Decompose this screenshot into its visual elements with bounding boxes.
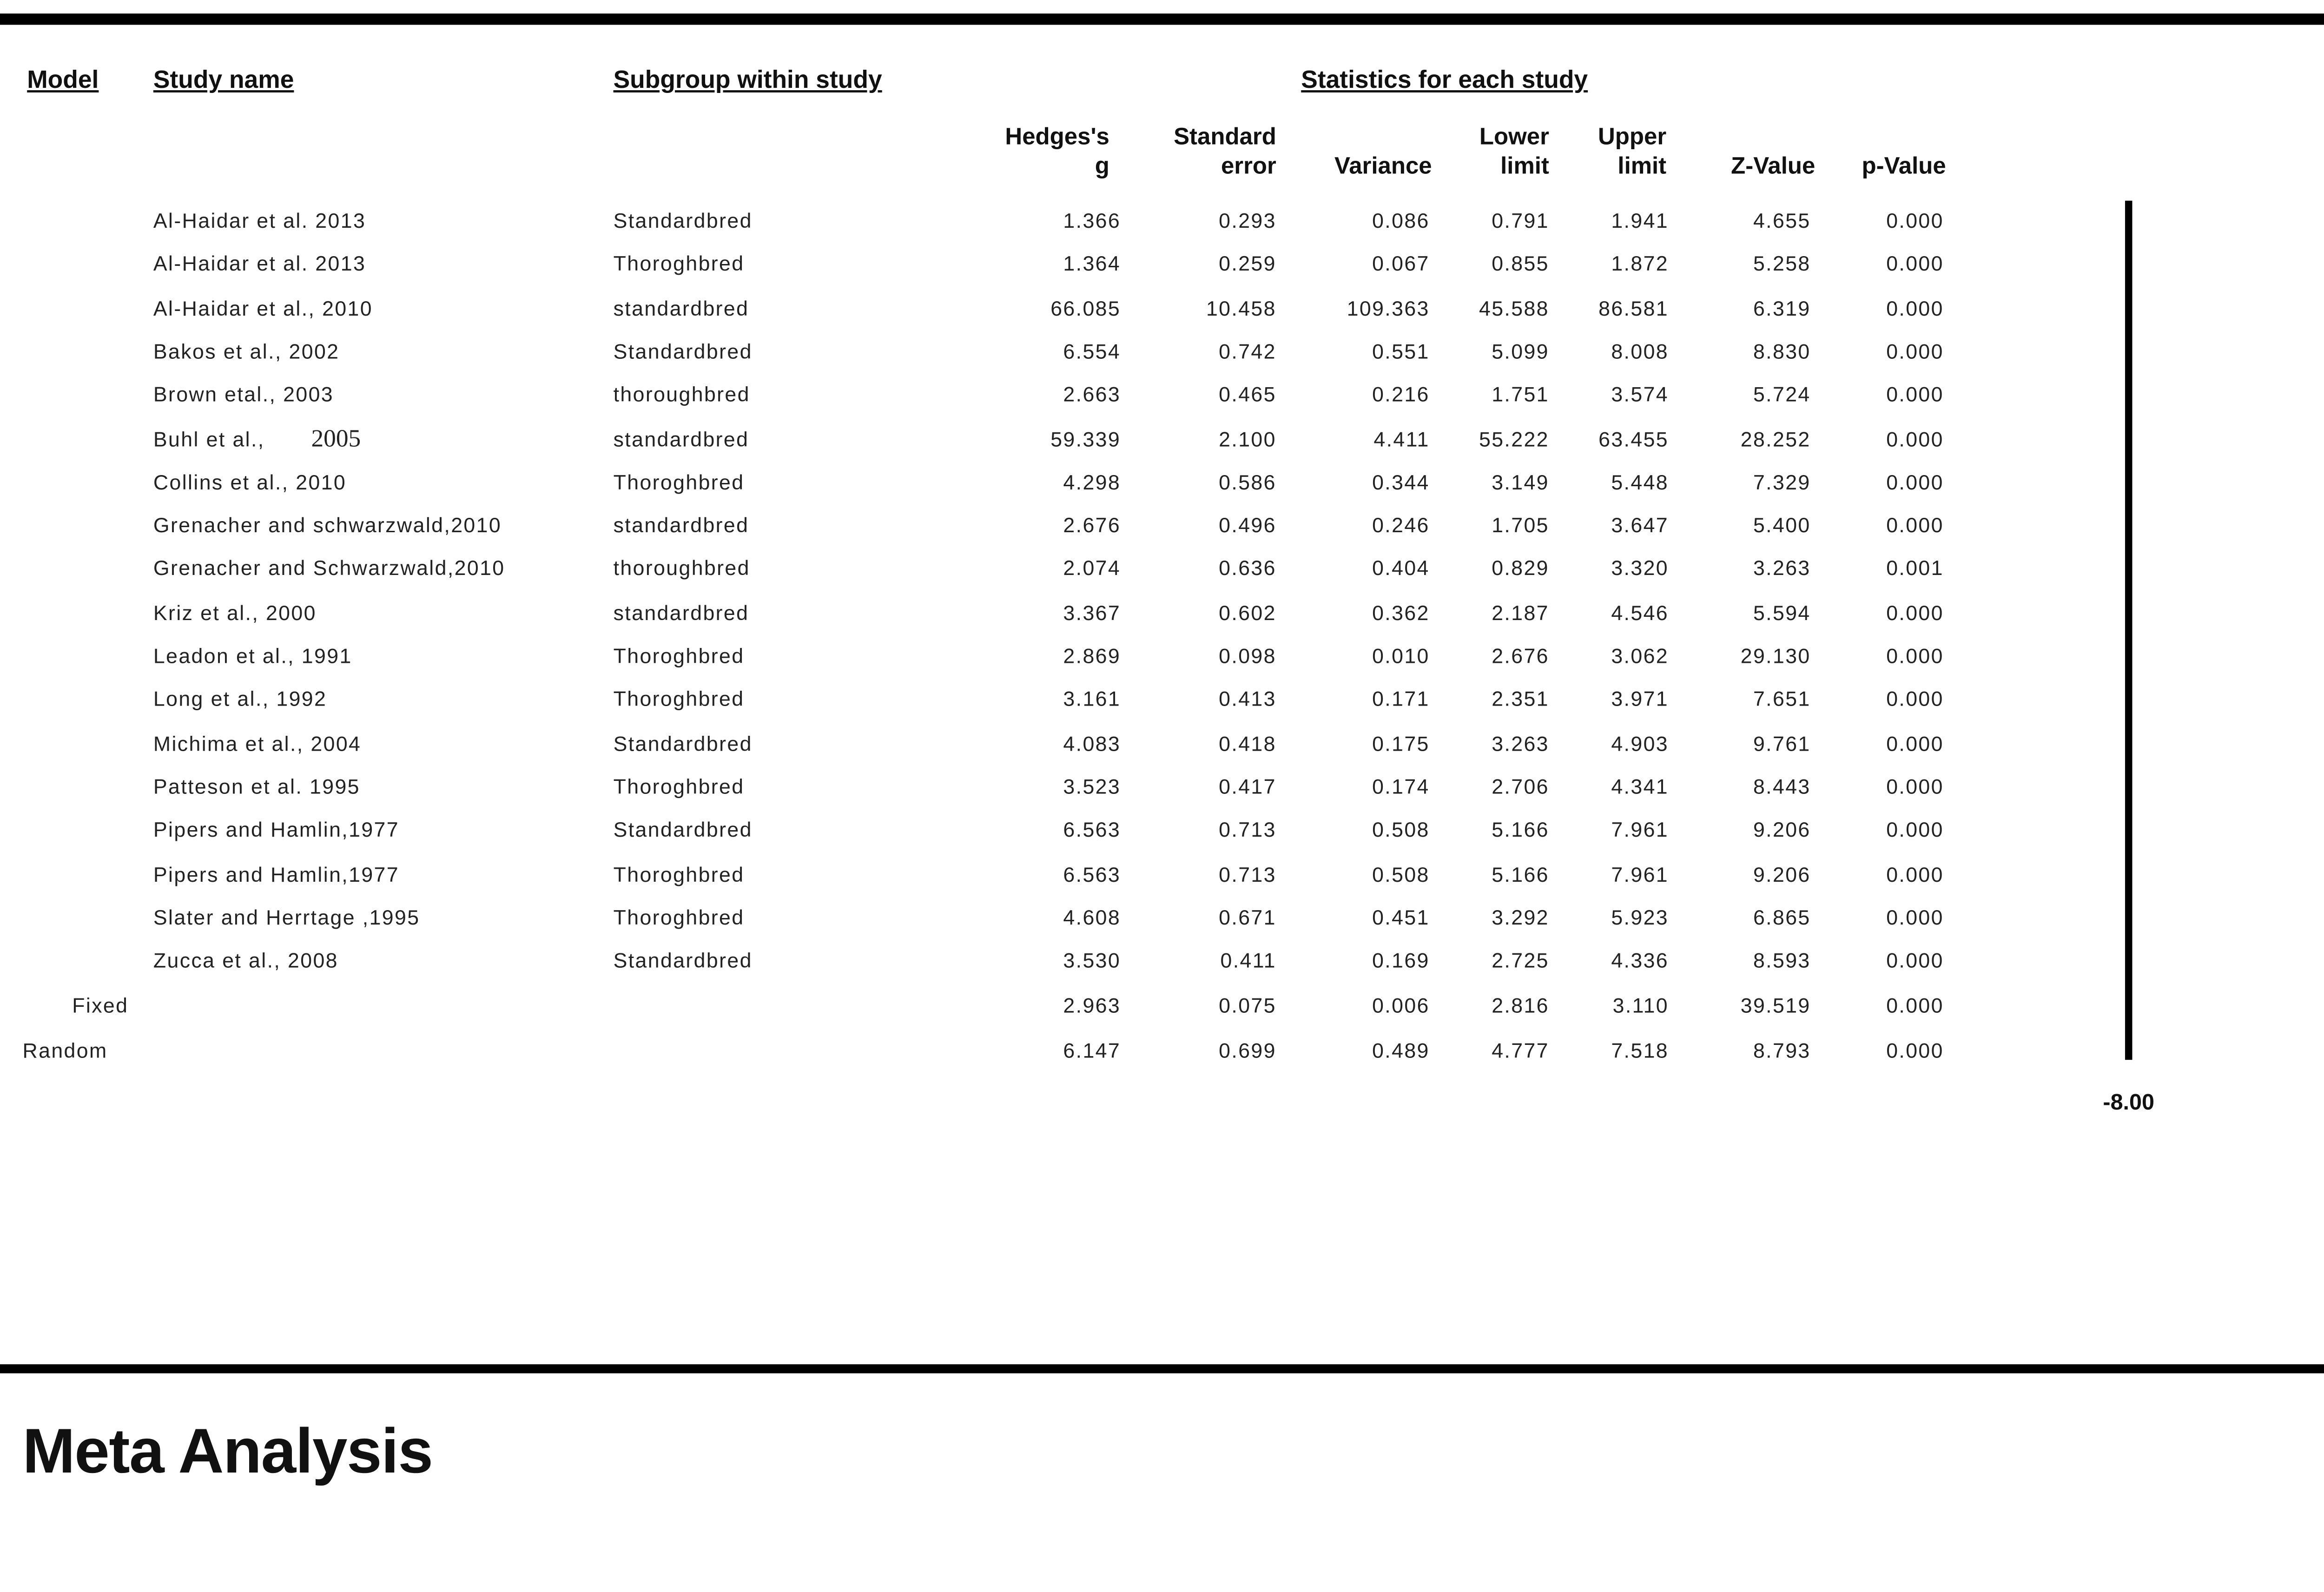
cell-z: 6.865	[1753, 906, 1811, 929]
cell-z: 29.130	[1740, 645, 1811, 668]
cell-z: 9.206	[1753, 819, 1811, 842]
cell-upper: 3.647	[1611, 514, 1669, 537]
cell-g: 3.523	[1063, 775, 1121, 798]
cell-g: 4.298	[1063, 470, 1121, 494]
cell-p: 0.000	[1886, 688, 1944, 711]
cell-upper: 1.872	[1611, 253, 1669, 276]
cell-var: 0.344	[1372, 470, 1430, 494]
x-tick-label: -8.00	[2103, 1091, 2155, 1116]
cell-upper: 4.546	[1611, 601, 1669, 624]
cell-z: 5.258	[1753, 253, 1811, 276]
study-subgroup: Thoroghbred	[613, 253, 745, 276]
cell-var: 0.362	[1372, 601, 1430, 624]
cell-var: 0.067	[1372, 253, 1430, 276]
cell-g: 6.563	[1063, 862, 1121, 885]
cell-lower: 5.099	[1492, 340, 1549, 363]
col-z-value: Z-Value	[1731, 153, 1816, 181]
summary-model-label: Fixed	[72, 995, 129, 1018]
study-name: Pipers and Hamlin,1977	[153, 862, 400, 885]
study-name: Patteson et al. 1995	[153, 775, 360, 798]
study-subgroup: standardbred	[613, 427, 749, 450]
cell-lower: 0.855	[1492, 253, 1549, 276]
cell-upper: 5.448	[1611, 470, 1669, 494]
study-subgroup: Standardbred	[613, 210, 753, 232]
cell-upper: 1.941	[1611, 210, 1669, 232]
cell-lower: 55.222	[1479, 427, 1549, 450]
cell-lower: 2.725	[1492, 949, 1549, 972]
study-name: Zucca et al., 2008	[153, 949, 338, 972]
study-name: Collins et al., 2010	[153, 470, 347, 494]
cell-p: 0.000	[1886, 645, 1944, 668]
cell-z: 9.206	[1753, 862, 1811, 885]
cell-g: 4.608	[1063, 906, 1121, 929]
study-name: Michima et al., 2004	[153, 732, 362, 755]
col-variance: Variance	[1334, 153, 1432, 181]
study-subgroup: standardbred	[613, 601, 749, 624]
cell-upper: 63.455	[1598, 427, 1669, 450]
cell-p: 0.000	[1886, 470, 1944, 494]
cell-p: 0.000	[1886, 862, 1944, 885]
cell-upper: 86.581	[1598, 297, 1669, 319]
cell-se: 0.671	[1219, 906, 1276, 929]
study-name: Grenacher and Schwarzwald,2010	[153, 558, 505, 581]
header-model: Model	[27, 67, 99, 95]
study-subgroup: Standardbred	[613, 732, 753, 755]
cell-se: 0.293	[1219, 210, 1276, 232]
cell-var: 0.551	[1372, 340, 1430, 363]
cell-lower: 45.588	[1479, 297, 1549, 319]
cell-upper: 4.336	[1611, 949, 1669, 972]
cell-p: 0.000	[1886, 514, 1944, 537]
study-name: Pipers and Hamlin,1977	[153, 819, 400, 842]
cell-z: 8.830	[1753, 340, 1811, 363]
cell-var: 0.404	[1372, 558, 1430, 581]
cell-g: 2.676	[1063, 514, 1121, 537]
summary-lower: 2.816	[1492, 995, 1549, 1018]
col-hedges-g: Hedges's g	[1005, 124, 1109, 181]
cell-z: 4.655	[1753, 210, 1811, 232]
cell-lower: 0.829	[1492, 558, 1549, 581]
cell-p: 0.000	[1886, 819, 1944, 842]
study-subgroup: Thoroghbred	[613, 862, 745, 885]
col-p-value: p-Value	[1862, 153, 1946, 181]
study-name: Brown etal., 2003	[153, 383, 334, 407]
cell-lower: 1.751	[1492, 383, 1549, 407]
cell-var: 0.246	[1372, 514, 1430, 537]
cell-se: 0.259	[1219, 253, 1276, 276]
cell-upper: 3.971	[1611, 688, 1669, 711]
study-subgroup: thoroughbred	[613, 558, 750, 581]
study-name: Bakos et al., 2002	[153, 340, 340, 363]
col-lower-limit: Lower limit	[1479, 124, 1549, 181]
cell-upper: 3.062	[1611, 645, 1669, 668]
study-subgroup: standardbred	[613, 297, 749, 319]
cell-g: 3.530	[1063, 949, 1121, 972]
summary-lower: 4.777	[1492, 1038, 1549, 1062]
cell-z: 3.263	[1753, 558, 1811, 581]
cell-g: 2.074	[1063, 558, 1121, 581]
col-upper-limit: Upper limit	[1598, 124, 1667, 181]
cell-p: 0.000	[1886, 210, 1944, 232]
cell-p: 0.000	[1886, 427, 1944, 450]
cell-se: 2.100	[1219, 427, 1276, 450]
col-standard-error: Standard error	[1174, 124, 1276, 181]
page-title: Meta Analysis	[22, 1416, 433, 1486]
cell-z: 5.724	[1753, 383, 1811, 407]
study-name: Slater and Herrtage ,1995	[153, 906, 420, 929]
cell-se: 0.586	[1219, 470, 1276, 494]
cell-z: 8.593	[1753, 949, 1811, 972]
cell-z: 7.329	[1753, 470, 1811, 494]
summary-se: 0.075	[1219, 995, 1276, 1018]
cell-p: 0.000	[1886, 383, 1944, 407]
cell-upper: 4.903	[1611, 732, 1669, 755]
cell-g: 3.161	[1063, 688, 1121, 711]
study-name: Buhl et al.,	[153, 427, 265, 450]
cell-upper: 8.008	[1611, 340, 1669, 363]
summary-upper: 7.518	[1611, 1038, 1669, 1062]
summary-g: 2.963	[1063, 995, 1121, 1018]
cell-var: 0.216	[1372, 383, 1430, 407]
cell-lower: 2.351	[1492, 688, 1549, 711]
cell-p: 0.000	[1886, 906, 1944, 929]
cell-upper: 7.961	[1611, 819, 1669, 842]
cell-lower: 3.263	[1492, 732, 1549, 755]
study-subgroup: Standardbred	[613, 949, 753, 972]
cell-se: 0.496	[1219, 514, 1276, 537]
cell-lower: 2.706	[1492, 775, 1549, 798]
summary-z: 8.793	[1753, 1038, 1811, 1062]
cell-upper: 3.320	[1611, 558, 1669, 581]
cell-var: 0.086	[1372, 210, 1430, 232]
cell-var: 4.411	[1373, 427, 1430, 450]
cell-upper: 7.961	[1611, 862, 1669, 885]
study-name: Grenacher and schwarzwald,2010	[153, 514, 502, 537]
cell-g: 6.554	[1063, 340, 1121, 363]
cell-se: 0.413	[1219, 688, 1276, 711]
summary-se: 0.699	[1219, 1038, 1276, 1062]
cell-var: 0.508	[1372, 819, 1430, 842]
cell-var: 109.363	[1347, 297, 1430, 319]
cell-g: 59.339	[1050, 427, 1121, 450]
summary-p: 0.000	[1886, 995, 1944, 1018]
study-subgroup: thoroughbred	[613, 383, 750, 407]
cell-lower: 2.187	[1492, 601, 1549, 624]
summary-z: 39.519	[1740, 995, 1811, 1018]
cell-se: 0.465	[1219, 383, 1276, 407]
cell-var: 0.174	[1372, 775, 1430, 798]
cell-p: 0.000	[1886, 775, 1944, 798]
cell-var: 0.451	[1372, 906, 1430, 929]
cell-g: 3.367	[1063, 601, 1121, 624]
header-study-name: Study name	[153, 67, 294, 95]
cell-g: 2.663	[1063, 383, 1121, 407]
summary-var: 0.006	[1372, 995, 1430, 1018]
cell-g: 66.085	[1050, 297, 1121, 319]
cell-var: 0.175	[1372, 732, 1430, 755]
header-subgroup: Subgroup within study	[613, 67, 882, 95]
cell-lower: 3.149	[1492, 470, 1549, 494]
cell-z: 28.252	[1740, 427, 1811, 450]
cell-se: 0.713	[1219, 862, 1276, 885]
cell-z: 8.443	[1753, 775, 1811, 798]
header-statistics: Statistics for each study	[1301, 67, 1588, 95]
cell-lower: 0.791	[1492, 210, 1549, 232]
summary-model-label: Random	[22, 1038, 108, 1062]
cell-p: 0.000	[1886, 949, 1944, 972]
cell-lower: 5.166	[1492, 862, 1549, 885]
summary-g: 6.147	[1063, 1038, 1121, 1062]
study-subgroup: standardbred	[613, 514, 749, 537]
cell-var: 0.171	[1372, 688, 1430, 711]
cell-p: 0.001	[1886, 558, 1944, 581]
cell-p: 0.000	[1886, 732, 1944, 755]
study-name-extra: 2005	[311, 425, 361, 452]
cell-p: 0.000	[1886, 253, 1944, 276]
cell-se: 10.458	[1206, 297, 1276, 319]
study-subgroup: Thoroghbred	[613, 645, 745, 668]
cell-se: 0.742	[1219, 340, 1276, 363]
cell-se: 0.636	[1219, 558, 1276, 581]
cell-lower: 1.705	[1492, 514, 1549, 537]
cell-z: 6.319	[1753, 297, 1811, 319]
summary-var: 0.489	[1372, 1038, 1430, 1062]
study-name: Kriz et al., 2000	[153, 601, 317, 624]
cell-se: 0.098	[1219, 645, 1276, 668]
cell-p: 0.000	[1886, 601, 1944, 624]
cell-se: 0.411	[1220, 949, 1276, 972]
cell-var: 0.508	[1372, 862, 1430, 885]
cell-lower: 3.292	[1492, 906, 1549, 929]
cell-lower: 2.676	[1492, 645, 1549, 668]
study-subgroup: Standardbred	[613, 340, 753, 363]
cell-var: 0.010	[1372, 645, 1430, 668]
cell-se: 0.418	[1219, 732, 1276, 755]
study-subgroup: Standardbred	[613, 819, 753, 842]
study-subgroup: Thoroghbred	[613, 688, 745, 711]
cell-z: 5.400	[1753, 514, 1811, 537]
cell-g: 2.869	[1063, 645, 1121, 668]
cell-g: 4.083	[1063, 732, 1121, 755]
cell-se: 0.602	[1219, 601, 1276, 624]
study-subgroup: Thoroghbred	[613, 906, 745, 929]
cell-g: 1.364	[1063, 253, 1121, 276]
summary-p: 0.000	[1886, 1038, 1944, 1062]
cell-g: 1.366	[1063, 210, 1121, 232]
study-name: Long et al., 1992	[153, 688, 327, 711]
cell-z: 9.761	[1753, 732, 1811, 755]
cell-se: 0.417	[1219, 775, 1276, 798]
cell-z: 5.594	[1753, 601, 1811, 624]
cell-upper: 5.923	[1611, 906, 1669, 929]
cell-lower: 5.166	[1492, 819, 1549, 842]
study-name: Leadon et al., 1991	[153, 645, 352, 668]
cell-z: 7.651	[1753, 688, 1811, 711]
study-name: Al-Haidar et al. 2013	[153, 253, 366, 276]
study-name: Al-Haidar et al. 2013	[153, 210, 366, 232]
study-subgroup: Thoroghbred	[613, 470, 745, 494]
cell-se: 0.713	[1219, 819, 1276, 842]
study-name: Al-Haidar et al., 2010	[153, 297, 373, 319]
cell-p: 0.000	[1886, 297, 1944, 319]
cell-var: 0.169	[1372, 949, 1430, 972]
cell-upper: 4.341	[1611, 775, 1669, 798]
cell-upper: 3.574	[1611, 383, 1669, 407]
study-subgroup: Thoroghbred	[613, 775, 745, 798]
summary-upper: 3.110	[1612, 995, 1669, 1018]
cell-p: 0.000	[1886, 340, 1944, 363]
cell-g: 6.563	[1063, 819, 1121, 842]
